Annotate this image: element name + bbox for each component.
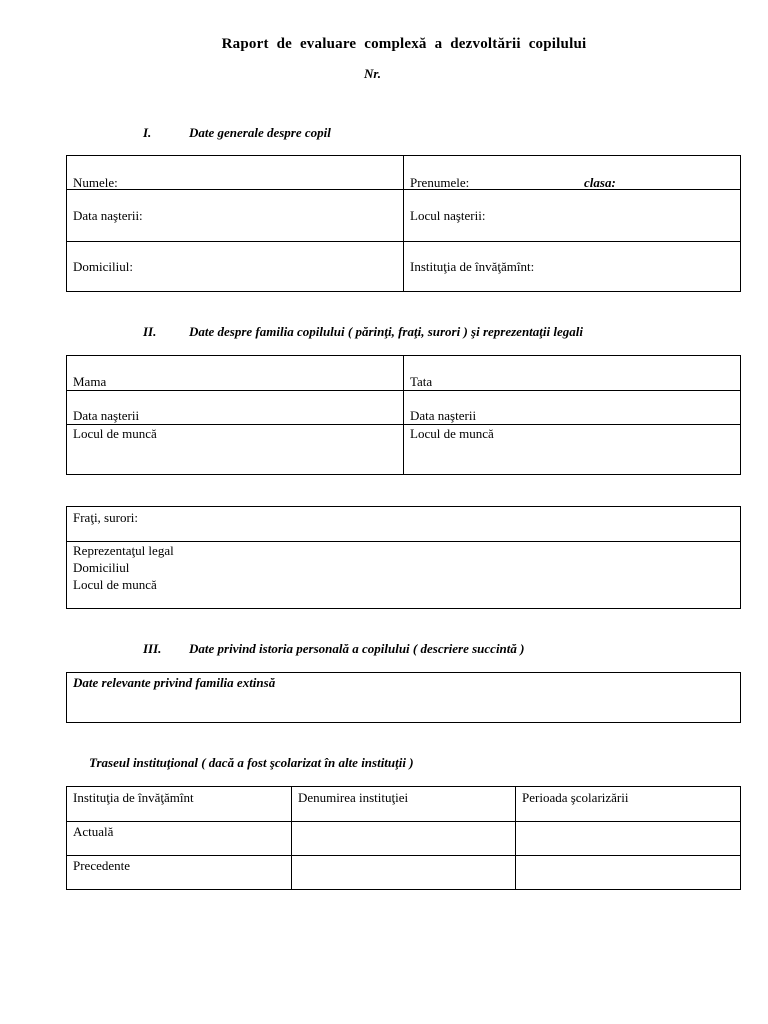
table-header-perioada: Perioada şcolarizării: [522, 790, 629, 805]
section-1-title: Date generale despre copil: [189, 125, 331, 140]
mama-locul-munca-label: Locul de muncă: [73, 426, 157, 441]
table-header-institutia: Instituţia de învăţămînt: [73, 790, 194, 805]
mama-data-nasterii-label: Data naşterii: [73, 408, 140, 423]
document-title: Raport de evaluare complexă a dezvoltării copilului: [221, 36, 587, 52]
institutia-label: Instituţia de învăţămînt:: [410, 259, 535, 274]
clasa-label: clasa:: [584, 175, 616, 190]
numele-label: Numele:: [73, 175, 118, 190]
siblings-guardian-table: [66, 506, 741, 609]
mama-label: Mama: [73, 374, 107, 389]
locul-nasterii-label: Locul naşterii:: [410, 208, 486, 223]
section-1-number: I.: [143, 125, 152, 140]
data-nasterii-label: Data naşterii:: [73, 208, 143, 223]
tata-data-nasterii-label: Data naşterii: [410, 408, 477, 423]
section-3-number: III.: [143, 641, 162, 656]
reprezentant-domiciliul-label: Domiciliul: [73, 560, 130, 575]
section-3-title: Date privind istoria personală a copilului ( descriere succintă ): [189, 641, 525, 656]
reprezentant-legal-label: Reprezentaţul legal: [73, 543, 174, 558]
reprezentant-locul-munca-label: Locul de muncă: [73, 577, 157, 592]
institutional-path-table: [66, 786, 741, 890]
domiciliul-label: Domiciliul:: [73, 259, 133, 274]
table-header-denumirea: Denumirea instituţiei: [298, 790, 409, 805]
table-row-actuala: Actuală: [73, 824, 114, 839]
section-2-number: II.: [143, 324, 157, 339]
general-data-table: [66, 155, 741, 292]
table-row-precedente: Precedente: [73, 858, 131, 873]
parents-table: [66, 355, 741, 475]
frati-surori-label: Fraţi, surori:: [73, 510, 138, 525]
report-number-label: Nr.: [364, 66, 381, 81]
familia-extinsa-label: Date relevante privind familia extinsă: [73, 675, 276, 690]
tata-locul-munca-label: Locul de muncă: [410, 426, 494, 441]
extended-family-box: [66, 672, 741, 723]
tata-label: Tata: [410, 374, 433, 389]
institutional-path-title: Traseul instituţional ( dacă a fost şcolarizat în alte instituţii ): [89, 755, 414, 770]
prenumele-label: Prenumele:: [410, 175, 470, 190]
section-2-title: Date despre familia copilului ( părinţi, fraţi, surori ) şi reprezentaţii legali: [189, 324, 583, 339]
